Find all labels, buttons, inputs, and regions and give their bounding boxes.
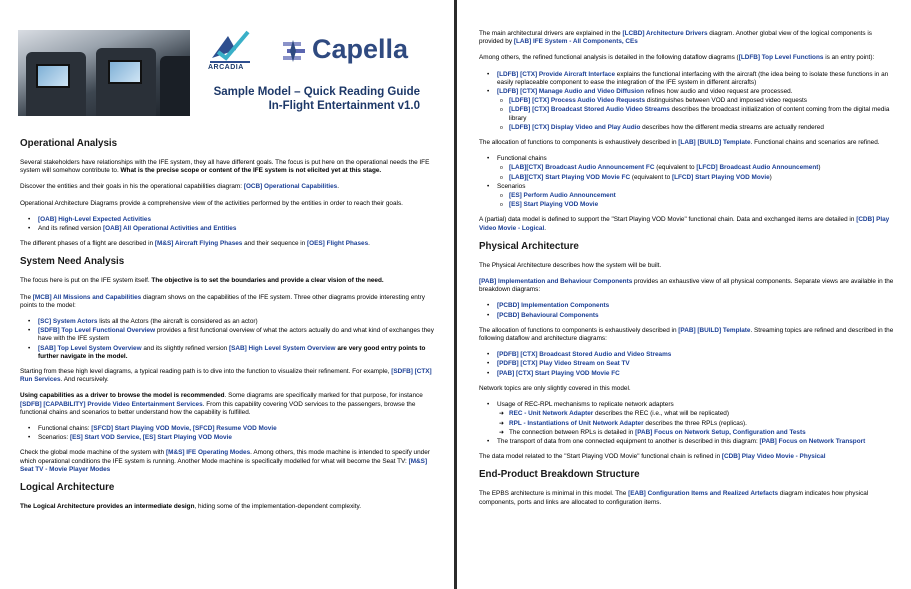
paragraph: The main architectural drivers are explained in the [LCBD] Architecture Drivers diagram. Another global view of the logical components is provided by [LAB] IFE System - All Components, CEs (479, 30, 872, 46)
page-header (0, 0, 452, 118)
link-lfcd-start-vod[interactable]: [LFCD] Start Playing VOD Movie (672, 173, 770, 181)
list-item: • [LDFB] [CTX] Manage Audio and Video Diffusion refines how audio and video request are processed. (479, 88, 897, 96)
link-pab-start-vod-fc[interactable]: [PAB] [CTX] Start Playing VOD Movie FC (497, 369, 620, 377)
capella-logo-label: Capella (312, 34, 409, 64)
list-item: ➜ REC - Unit Network Adapter describes the REC (i.e., what will be replicated) (479, 410, 897, 418)
link-rpl-instantiations[interactable]: RPL - Instantiations of Unit Network Adapter (509, 419, 644, 427)
list-item: • Scenarios (479, 183, 897, 191)
list-item: • [LDFB] [CTX] Provide Aircraft Interface explains the functional interfacing with the aircraft (the idea being to isolate these functions in an easily replaceable component to ease the integration of the IFE system in different aircrafts) (479, 71, 897, 87)
paragraph: The allocation of functions to components is exhaustively described in [LAB] [BUILD] Template. Functional chains and scenarios are refined. (479, 139, 880, 147)
right-page-content (479, 30, 897, 515)
link-ldfb-top-level-functions[interactable]: [LDFB] Top Level Functions (738, 54, 824, 62)
bullet-list (20, 318, 438, 361)
list-item (479, 360, 897, 368)
paragraph: Several stakeholders have relationships with the IFE system, they all have different goals. The focus is put here on the operational needs the IFE system will somehow contribute to. What is the precise scope or content of the IFE system is not elicited yet at this stage. (20, 159, 430, 175)
heading-logical-architecture: Logical Architecture (20, 482, 115, 494)
bullet-list (479, 401, 897, 446)
bullet-list (20, 425, 438, 442)
paragraph: The focus here is put on the IFE system itself. The objective is to set the boundaries and provide a clear vision of the need. (20, 277, 384, 285)
paragraph: Network topics are only slightly covered in this model. (479, 384, 631, 392)
link-ms-seat-tv-modes[interactable]: [M&S] Seat TV - Movie Player Modes (20, 457, 428, 473)
link-oes-flight-phases[interactable]: [OES] Flight Phases (307, 240, 369, 248)
paragraph: The different phases of a flight are described in [M&S] Aircraft Flying Phases and their sequence in [OES] Flight Phases. (20, 240, 370, 248)
list-item: • Functional chains: [SFCD] Start Playing VOD Movie, [SFCD] Resume VOD Movie (20, 425, 438, 433)
link-pcbd-behavioural[interactable]: [PCBD] Behavioural Components (497, 311, 599, 319)
link-es-start-vod[interactable]: [ES] Start Playing VOD Movie (509, 201, 599, 209)
link-lcbd-architecture-drivers[interactable]: [LCBD] Architecture Drivers (622, 30, 708, 37)
paragraph: The Physical Architecture describes how the system will be built. (479, 261, 662, 269)
paragraph: Using capabilities as a driver to browse the model is recommended. Some diagrams are specifically marked for that purpose, for instance [SDFB] [CAPABILITY] Provide Video Entertainment Services. From this capability covering VOD services to the passengers, browse the functional chains and scenarios to better understand how the capability is fulfilled. (20, 392, 423, 416)
heading-system-need-analysis: System Need Analysis (20, 256, 125, 268)
paragraph: Starting from these high level diagrams, a typical reading path is to dive into the function to visualize their refinement. For example, [SDFB] [CTX] Run Services. And recursively. (20, 368, 432, 384)
list-item (479, 351, 897, 359)
document-title: Sample Model – Quick Reading Guide (213, 86, 420, 98)
list-item: • [SDFB] Top Level Functional Overview provides a first functional overview of what the actors actually do and what kind of exchanges they have with the IFE system (20, 327, 438, 343)
list-item: o [LAB][CTX] Broadcast Audio Announcement FC (equivalent to [LFCD] Broadcast Audio Announcement) (479, 164, 897, 172)
link-lab-build-template[interactable]: [LAB] [BUILD] Template (678, 139, 751, 147)
paragraph: The EPBS architecture is minimal in this model. The [EAB] Configuration Items and Realized Artefacts diagram indicates how physical components, ports and links are allocated to configuration items. (479, 490, 869, 506)
link-pab-build-template[interactable]: [PAB] [BUILD] Template (678, 326, 751, 334)
link-sdfb-top-level-functional[interactable]: [SDFB] Top Level Functional Overview (38, 327, 156, 335)
link-ldfb-audio-video-diffusion[interactable]: [LDFB] [CTX] Manage Audio and Video Diffusion (497, 88, 644, 96)
link-eab-configuration-items[interactable]: [EAB] Configuration Items and Realized Artefacts (628, 490, 779, 498)
link-ldfb-process-requests[interactable]: [LDFB] [CTX] Process Audio Video Requests (509, 97, 645, 105)
paragraph: The Logical Architecture provides an intermediate design, hiding some of the implementation-dependent complexity. (20, 503, 361, 511)
document-page-right (459, 0, 911, 589)
link-cdb-play-video-physical[interactable]: [CDB] Play Video Movie - Physical (721, 453, 826, 461)
link-pcbd-implementation[interactable]: [PCBD] Implementation Components (497, 302, 610, 310)
link-sdfb-run-services[interactable]: [SDFB] [CTX] Run Services (20, 368, 432, 384)
link-ms-ife-operating-modes[interactable]: [M&S] IFE Operating Modes (166, 449, 251, 457)
link-pab-implementation-behaviour[interactable]: [PAB] Implementation and Behaviour Components (479, 278, 633, 286)
link-pab-network-transport[interactable]: [PAB] Focus on Network Transport (759, 437, 866, 445)
link-lab-all-components[interactable]: [LAB] IFE System - All Components, CEs (513, 38, 638, 46)
bullet-list (479, 302, 897, 319)
list-item: ➜ RPL - Instantiations of Unit Network Adapter describes the three RPLs (replicas). (479, 420, 897, 428)
bullet-list (479, 351, 897, 378)
link-rec-unit-network-adapter[interactable]: REC - Unit Network Adapter (509, 410, 594, 418)
link-ms-aircraft-flying-phases[interactable]: [M&S] Aircraft Flying Phases (154, 240, 243, 248)
arcadia-logo-label: ARCADIA (208, 64, 244, 71)
link-ldfb-display-video[interactable]: [LDFB] [CTX] Display Video and Play Audio (509, 123, 641, 131)
list-item: o [LAB][CTX] Start Playing VOD Movie FC (equivalent to [LFCD] Start Playing VOD Movie) (479, 174, 897, 182)
heading-operational-analysis: Operational Analysis (20, 138, 118, 149)
left-page-content (20, 138, 438, 519)
list-item: • [SC] System Actors lists all the Actors (the aircraft is considered as an actor) (20, 318, 438, 326)
link-sdfb-provide-video[interactable]: [SDFB] [CAPABILITY] Provide Video Entertainment Services (20, 400, 203, 408)
link-ocb-operational-capabilities[interactable]: [OCB] Operational Capabilities (243, 183, 338, 191)
list-item: o [LDFB] [CTX] Process Audio Video Requests distinguishes between VOD and imposed video requests (479, 97, 897, 105)
bullet-list (20, 216, 438, 233)
bullet-list (479, 71, 897, 132)
list-item: • Usage of REC-RPL mechanisms to replicate network adapters (479, 401, 897, 409)
list-item: o [LDFB] [CTX] Display Video and Play Audio describes how the different media streams are actually rendered (479, 124, 897, 132)
list-item: • And its refined version [OAB] All Operational Activities and Entities (20, 225, 438, 233)
link-sfcd-functional-chains[interactable]: [SFCD] Start Playing VOD Movie, [SFCD] Resume VOD Movie (91, 425, 277, 433)
link-cdb-play-video-logical[interactable]: [CDB] Play Video Movie - Logical (479, 216, 890, 232)
capella-logo-icon (283, 40, 307, 62)
heading-physical-architecture: Physical Architecture (479, 240, 579, 252)
document-subtitle: In-Flight Entertainment v1.0 (268, 100, 420, 112)
paragraph: The allocation of functions to components is exhaustively described in [PAB] [BUILD] Template. Streaming topics are refined and described in the following dataflow and architecture diagrams: (479, 326, 894, 343)
link-es-perform-audio[interactable]: [ES] Perform Audio Announcement (509, 192, 616, 200)
list-item: o [LDFB] [CTX] Broadcast Stored Audio Video Streams describes the broadcast initialization of content coming from the digital media library (479, 106, 897, 122)
arcadia-logo-icon (208, 28, 252, 64)
hero-image-cabin (18, 30, 190, 116)
list-item: • Scenarios: [ES] Start VOD Service, [ES] Start Playing VOD Movie (20, 434, 438, 442)
link-ldfb-aircraft-interface[interactable]: [LDFB] [CTX] Provide Aircraft Interface (497, 70, 616, 78)
list-item (479, 312, 897, 320)
link-mcb-missions-capabilities[interactable]: [MCB] All Missions and Capabilities (32, 293, 142, 301)
paragraph: Operational Architecture Diagrams provide a comprehensive view of the activities performed by the entities in order to reach their goals. (20, 199, 403, 207)
document-page-left (0, 0, 452, 589)
list-item: • [SAB] Top Level System Overview and its slightly refined version [SAB] High Level System Overview are very good entry points to further navigate in the model. (20, 345, 438, 361)
list-item (479, 370, 897, 378)
list-item: ➜ The connection between RPLs is detailed in [PAB] Focus on Network Setup, Configuration and Tests (479, 429, 897, 437)
paragraph: [PAB] Implementation and Behaviour Components provides an exhaustive view of all physical components. Separate views are available in the breakdown diagrams: (479, 278, 894, 294)
link-sc-system-actors[interactable]: [SC] System Actors (38, 318, 98, 326)
list-item (20, 216, 438, 224)
bullet-list (479, 155, 897, 209)
link-pab-network-setup[interactable]: [PAB] Focus on Network Setup, Configuration and Tests (635, 428, 806, 436)
link-ldfb-broadcast-streams[interactable]: [LDFB] [CTX] Broadcast Stored Audio Video Streams (509, 106, 670, 114)
list-item: • The transport of data from one connected equipment to another is described in this diagram: [PAB] Focus on Network Transport (479, 438, 897, 446)
link-lab-start-vod-fc[interactable]: [LAB][CTX] Start Playing VOD Movie FC (509, 173, 631, 181)
list-item (479, 302, 897, 310)
list-item (479, 201, 897, 209)
link-sab-top-level-system[interactable]: [SAB] Top Level System Overview (38, 344, 142, 352)
page-divider (454, 0, 457, 589)
link-lab-broadcast-audio-fc[interactable]: [LAB][CTX] Broadcast Audio Announcement FC (509, 164, 655, 172)
paragraph: The [MCB] All Missions and Capabilities diagram shows on the capabilities of the IFE system. Three other diagrams provide interesting entry points to the model: (20, 293, 425, 309)
list-item (479, 192, 897, 200)
link-oab-all-activities[interactable]: [OAB] All Operational Activities and Entities (103, 225, 237, 233)
link-pdfb-broadcast-streams[interactable]: [PDFB] [CTX] Broadcast Stored Audio and Video Streams (497, 351, 672, 359)
paragraph: The data model related to the "Start Playing VOD Movie" functional chain is refined in [CDB] Play Video Movie - Physical (479, 453, 826, 461)
paragraph: Check the global mode machine of the system with [M&S] IFE Operating Modes. Among others, this mode machine is intended to specify under which operational conditions the IFE system is running. Another Mode machine is specifically modelled for what will become the Seat TV: [M&S] Seat TV - Movie Player Modes (20, 449, 430, 473)
paragraph: A (partial) data model is defined to support the "Start Playing VOD Movie" functional chain. Data and exchanged items are detailed in [CDB] Play Video Movie - Logical. (479, 216, 890, 232)
link-oab-high-level-activities[interactable]: [OAB] High-Level Expected Activities (38, 215, 152, 223)
paragraph: Among others, the refined functional analysis is detailed in the following dataflow diagrams ([LDFB] Top Level Functions is an entry point): (479, 54, 875, 62)
paragraph: Discover the entities and their goals in his the operational capabilities diagram: [OCB] Operational Capabilities. (20, 183, 339, 191)
link-es-scenarios[interactable]: [ES] Start VOD Service, [ES] Start Playing VOD Movie (69, 434, 232, 442)
heading-epbs: End-Product Breakdown Structure (479, 469, 640, 481)
list-item: • Functional chains (479, 155, 897, 163)
link-sab-high-level-system[interactable]: [SAB] High Level System Overview (228, 344, 336, 352)
link-pdfb-play-video-seat[interactable]: [PDFB] [CTX] Play Video Stream on Seat TV (497, 360, 630, 368)
link-lfcd-broadcast-audio[interactable]: [LFCD] Broadcast Audio Announcement (696, 164, 819, 172)
